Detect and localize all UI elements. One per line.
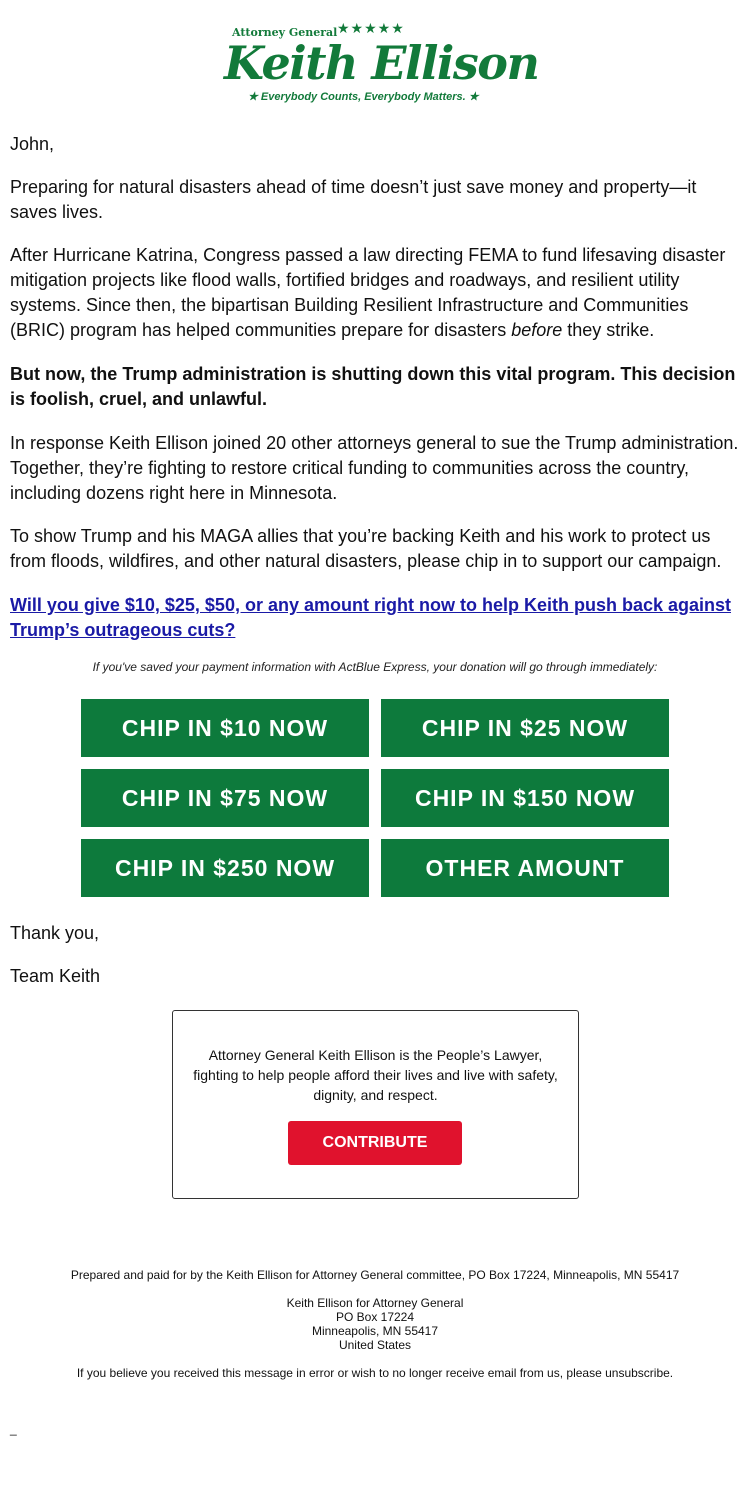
chip-in-150-button[interactable]: CHIP IN $150 NOW xyxy=(381,769,669,827)
address-line-4: United States xyxy=(338,1338,412,1352)
paragraph-3 xyxy=(10,362,740,412)
peoples-lawyer-box xyxy=(172,1010,579,1199)
paragraph-5: To show Trump and his MAGA allies that you’re backing Keith and his work to protect us from floods, wildfires, and other natural disasters, please chip in to support our campaign. xyxy=(10,526,722,571)
chip-in-10-button[interactable]: CHIP IN $10 NOW xyxy=(81,699,369,757)
paragraph-2 xyxy=(10,243,740,343)
campaign-logo xyxy=(0,18,750,108)
greeting: John, xyxy=(10,134,55,154)
logo-top-line: Attorney General xyxy=(232,26,338,39)
logo-name: Keith Ellison xyxy=(224,36,539,90)
donate-ask-link[interactable]: Will you give $10, $25, $50, or any amount right now to help Keith push back against Trump’s outrageous cuts? xyxy=(10,595,731,640)
logo-stars: ★★★★★ xyxy=(337,20,405,36)
address-line-1: Keith Ellison for Attorney General xyxy=(286,1296,464,1310)
thanks-text: Thank you, xyxy=(10,923,100,943)
team-signature: Team Keith xyxy=(10,966,101,986)
paragraph-2-emphasis: before xyxy=(511,320,563,340)
address-line-3: Minneapolis, MN 55417 xyxy=(311,1324,439,1338)
unsubscribe-text[interactable]: If you believe you received this message in error or wish to no longer receive email from us, please unsubscribe. xyxy=(76,1366,674,1380)
other-amount-button[interactable]: OTHER AMOUNT xyxy=(381,839,669,897)
paragraph-3-bold: But now, the Trump administration is shutting down this vital program. This decision is foolish, cruel, and unlawful. xyxy=(10,364,736,409)
paragraph-1: Preparing for natural disasters ahead of time doesn’t just save money and property—it saves lives. xyxy=(10,177,697,222)
address-line-2: PO Box 17224 xyxy=(335,1310,415,1324)
paid-for-disclaimer: Prepared and paid for by the Keith Ellison for Attorney General committee, PO Box 17224, Minneapolis, MN 55417 xyxy=(70,1268,680,1282)
paragraph-2-text-a: After Hurricane Katrina, Congress passed a law directing FEMA to fund lifesaving disaster mitigation projects like flood walls, fortified bridges and roadways, and resilient utility systems. Since then, the bipartisan Building Resilient Infrastructure and Communities (BRIC) program has helped communities prepare for disasters xyxy=(10,245,726,340)
ask-paragraph xyxy=(10,593,740,643)
contribute-button[interactable]: CONTRIBUTE xyxy=(288,1121,462,1165)
footer-dash: _ xyxy=(10,1422,17,1436)
actblue-express-note: If you've saved your payment information with ActBlue Express, your donation will go through immediately: xyxy=(92,660,658,674)
logo-tagline: ★ Everybody Counts, Everybody Matters. ★ xyxy=(248,91,479,103)
paragraph-4: In response Keith Ellison joined 20 other attorneys general to sue the Trump administration. Together, they’re fighting to restore critical funding to communities across the country, including dozens right here in Minnesota. xyxy=(10,433,739,503)
chip-in-25-button[interactable]: CHIP IN $25 NOW xyxy=(381,699,669,757)
chip-in-75-button[interactable]: CHIP IN $75 NOW xyxy=(81,769,369,827)
paragraph-2-text-b: they strike. xyxy=(562,320,655,340)
peoples-lawyer-text: Attorney General Keith Ellison is the People’s Lawyer, fighting to help people afford their lives and live with safety, dignity, and respect. xyxy=(193,1047,558,1103)
chip-in-250-button[interactable]: CHIP IN $250 NOW xyxy=(81,839,369,897)
